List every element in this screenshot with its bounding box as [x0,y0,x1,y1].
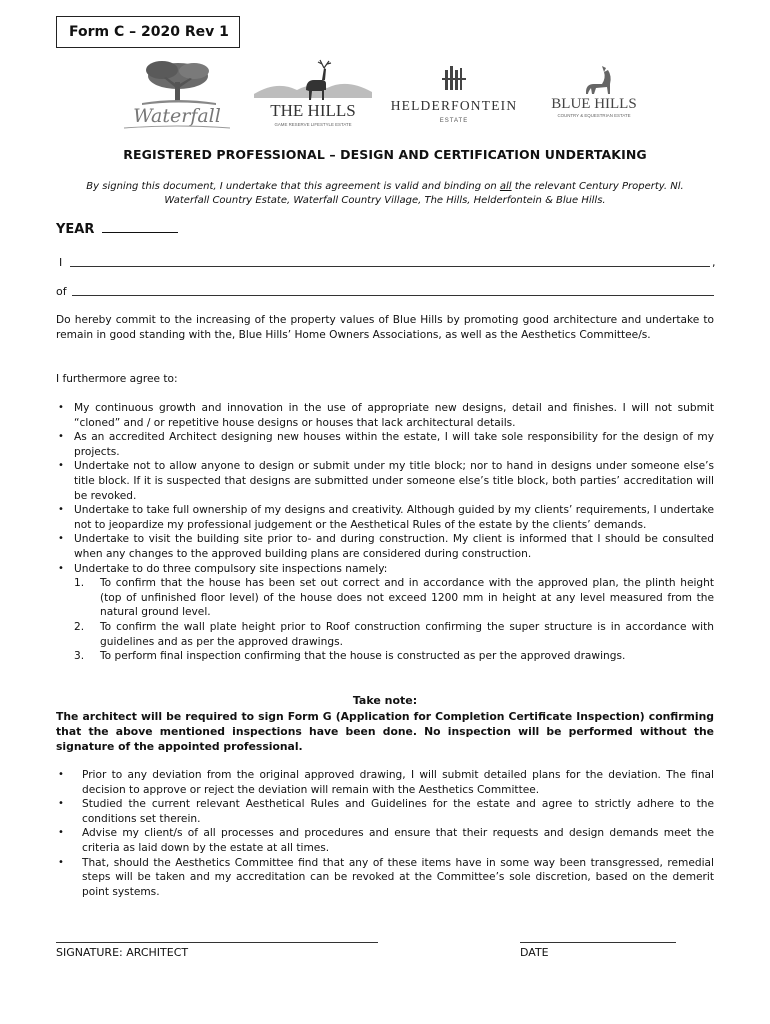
further-points-list [56,768,714,899]
svg-text:BLUE HILLS: BLUE HILLS [551,96,637,112]
inspection-item [56,649,714,664]
commitment-paragraph: Do hereby commit to the increasing of the property values of Blue Hills by promoting good architecture and undertake to remain in good standing with the, Blue Hills’ Home Owners Associations, as well as the Aesthetics Committee/s. [56,314,714,341]
list-item: • Advise my client/s of all processes and procedures and ensure that their requests and design demands meet the criteria as laid down by the estate at all times. [56,826,714,855]
of-prefix: of [56,285,67,298]
date-line[interactable] [520,942,676,943]
svg-text:Waterfall: Waterfall [133,105,221,127]
list-item: • Prior to any deviation from the original approved drawing, I will submit detailed plans for the deviation. The final decision to approve or reject the deviation will remain with the Aesthetics Committee. [56,768,714,797]
waterfall-logo [112,54,242,134]
of-input-line[interactable] [72,295,714,296]
svg-text:COUNTRY & EQUESTRIAN ESTATE: COUNTRY & EQUESTRIAN ESTATE [557,113,631,118]
list-item: • Studied the current relevant Aesthetical Rules and Guidelines for the estate and agree to strictly adhere to the conditions set therein. [56,797,714,826]
inspection-text: To confirm the wall plate height prior to Roof construction confirming the super structure is in accordance with guidelines and as per the approved drawings. [100,620,714,648]
take-note-heading: Take note: [352,694,418,707]
name-field [56,256,716,270]
estate-logos [112,54,652,134]
year-input-line[interactable] [102,222,178,233]
inspection-text: To perform final inspection confirming that the house is constructed as per the approved drawings. [100,650,626,663]
list-item: • Undertake not to allow anyone to design or submit under my title block; nor to hand in designs under someone else’s title block. If it is suspected that designs are submitted under someone else’s title block, both parties’ accreditation will be revoked. [56,459,714,503]
form-number-box: Form C – 2020 Rev 1 [56,16,240,48]
inspection-number: 1. [74,577,85,590]
svg-text:GAME RESERVE LIFESTYLE ESTATE: GAME RESERVE LIFESTYLE ESTATE [274,122,352,127]
name-suffix: , [712,256,716,269]
signature-label: SIGNATURE: ARCHITECT [56,946,189,959]
agreement-intro: I furthermore agree to: [56,373,178,385]
date-label: DATE [520,946,549,959]
inspection-number: 3. [74,650,85,663]
list-item: • That, should the Aesthetics Committee find that any of these items have in some way been transgressed, remedial steps will be taken and my accreditation can be revoked at the Committee’s sole discretion, based on the demerit point systems. [56,856,714,900]
name-input-line[interactable] [70,266,710,267]
signature-line[interactable] [56,942,378,943]
document-title: REGISTERED PROFESSIONAL – DESIGN AND CERTIFICATION UNDERTAKING [123,147,647,162]
take-note-body: The architect will be required to sign Form G (Application for Completion Certificate Inspection) confirming that the above mentioned inspections have been done. No inspection will be performed without the signature of the appointed professional. [56,710,714,753]
undertakings-list [56,401,714,664]
list-item: • Undertake to take full ownership of my designs and creativity. Although guided by my clients’ requirements, I undertake not to jeopardize my professional judgement or the Aesthetical Rules of the estate by the clients’ demands. [56,503,714,532]
inspections-list [56,576,714,664]
blue-hills-logo [536,54,652,134]
inspection-text: To confirm that the house has been set out correct and in accordance with the approved plan, the plinth height (top of unfinished floor level) of the house does not exceed 1200 mm in height at any level measured from the natural ground level. [100,577,714,619]
name-prefix: I [59,256,63,269]
list-item: • My continuous growth and innovation in the use of appropriate new designs, detail and finishes. I will not submit “cloned” and / or repetitive house designs or houses that lack architectural details. [56,401,714,430]
inspection-item [56,620,714,649]
inspections-intro: • Undertake to do three compulsory site inspections namely: [74,562,388,575]
inspection-number: 2. [74,620,85,633]
of-field [56,285,716,299]
intro-statement [70,180,700,208]
year-label: YEAR [56,222,95,237]
list-item: • As an accredited Architect designing new houses within the estate, I will take sole responsibility for the design of my projects. [56,430,714,459]
intro-underlined-word: all [499,181,512,192]
svg-text:THE HILLS: THE HILLS [270,101,356,120]
svg-text:ESTATE: ESTATE [439,118,469,124]
list-item: • Undertake to visit the building site prior to- and during construction. My client is informed that I should be consulted when any changes to the approved building plans are considered during construction. [56,532,714,561]
helderfontein-logo [380,54,528,134]
intro-text-part1: By signing this document, I undertake that this agreement is valid and binding on [86,181,500,192]
year-field [56,222,178,237]
svg-text:HELDERFONTEIN: HELDERFONTEIN [390,98,518,113]
inspection-item [56,576,714,620]
the-hills-logo [252,54,374,134]
intro-text-part2: the relevant Century Property. Nl. Waterfall Country Estate, Waterfall Country Village, The Hills, Helderfontein & Blue Hills. [164,181,684,206]
list-item [56,562,714,664]
